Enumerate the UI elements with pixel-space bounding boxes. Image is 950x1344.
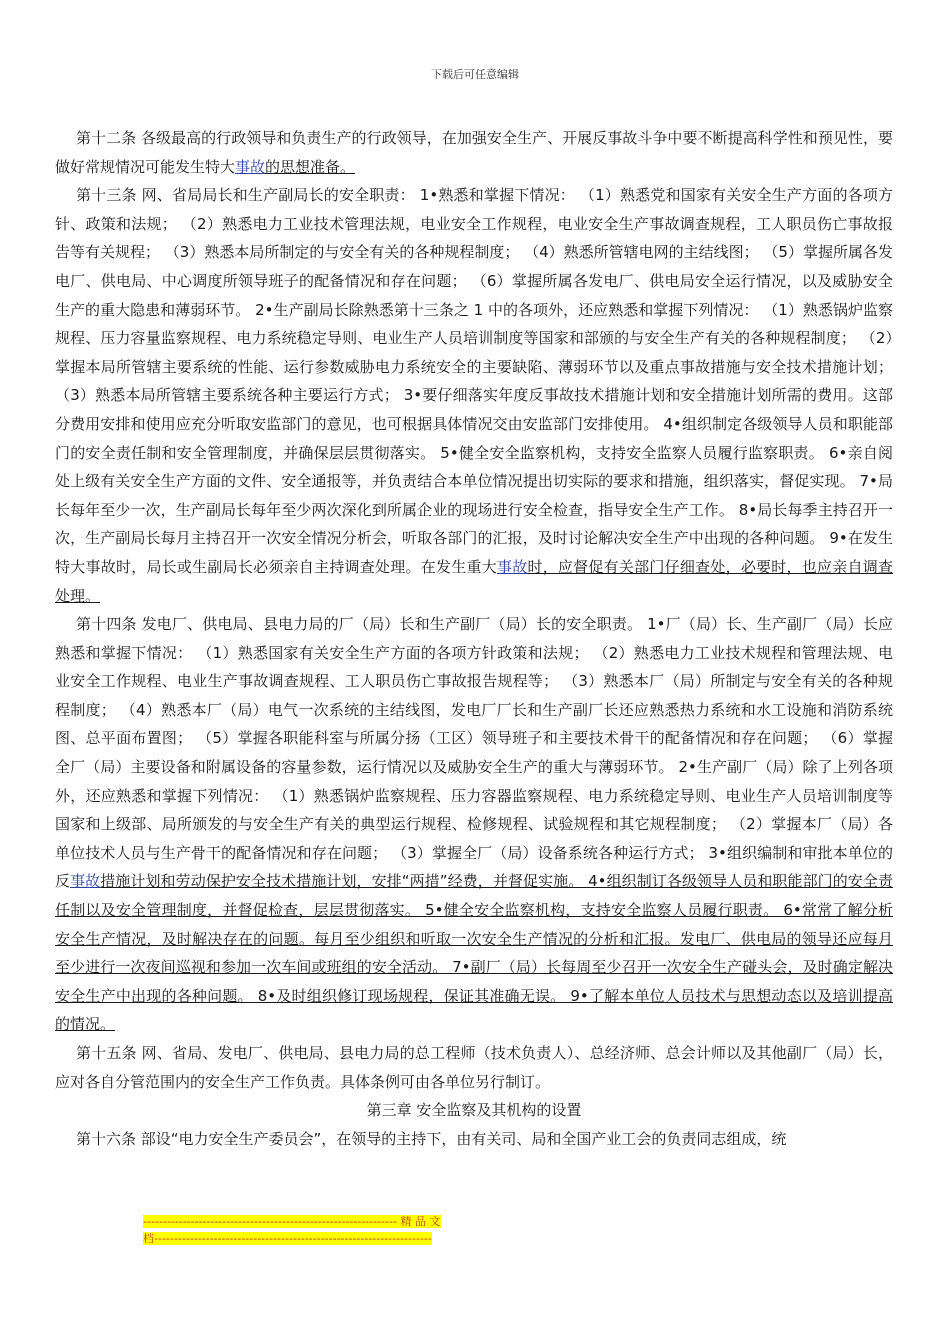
footer-line-1: ---------------------------------------------------------------- 精 品 文	[143, 1215, 441, 1228]
article-13	[55, 181, 893, 610]
document-body	[55, 124, 893, 1153]
article-12-text-a: 第十二条 各级最高的行政领导和负责生产的行政领导，在加强安全生产、开展反事故斗争中要不断提高科学性和预见性，要做好常规情况可能发生特大	[55, 129, 893, 176]
article-13-text-b: 时，应督促有关部门仔细查处，必要时，也应亲自调查处理。	[55, 557, 893, 605]
article-14	[55, 610, 893, 1039]
page-header: 下载后可任意编辑	[431, 68, 519, 81]
article-12	[55, 124, 893, 181]
article-14-text-a: 第十四条 发电厂、供电局、县电力局的厂（局）长和生产副厂（局）长的安全职责。 1•厂（局）长、生产副厂（局）长应熟悉和掌握下情况： （1）熟悉国家有关安全生产方面的各项方针政策和法规； （2）熟悉电力工业技术规程和管理法规、电业安全工作规程、电业生产事故调查规程、工人职员伤亡事故报告规程等； （3）熟悉本厂（局）所制定与安全有关的各种规程制度； （4）熟悉本厂（局）电气一次系统的主结线图，发电厂厂长和生产副厂长还应熟悉热力系统和水工设施和消防系统图、总平面布置图； （5）掌握各职能科室与所属分扬（工区）领导班子和主要技术骨干的配备情况和存在问题； （6）掌握全厂（局）主要设备和附属设备的容量参数，运行情况以及威胁安全生产的重大与薄弱环节。 2•生产副厂（局）除了上列各项外，还应熟悉和掌握下列情况： （1）熟悉锅炉监察规程、压力容器监察规程、电力系统稳定导则、电业生产人员培训制度等国家和上级部、局所颁发的与安全生产有关的典型运行规程、检修规程、试验规程和其它规程制度； （2）掌握本厂（局）各单位技术人员与生产骨干的配备情况和存在问题； （3）掌握全厂（局）设备系统各种运行方式； 3•组织编制和审批本单位的反	[55, 615, 893, 891]
article-14-text-b: 措施计划和劳动保护安全技术措施计划，安排“两措”经费，并督促实施。 4•组织制订各级领导人员和职能部门的安全责任制以及安全管理制度，并督促检查，层层贯彻落实。 5•健全安全监察机构，支持安全监察人员履行职责。 6•常常了解分析安全生产情况，及时解决存在的问题。每月至少组织和听取一次安全生产情况的分析和汇报。发电厂、供电局的领导还应每月至少进行一次夜间巡视和参加一次车间或班组的安全活动。 7•副厂（局）长每周至少召开一次安全生产碰头会，及时确定解决安全生产中出现的各种问题。 8•及时组织修订现场规程，保证其准确无误。 9•了解本单位人员技术与思想动态以及培训提高的情况。	[55, 872, 893, 1034]
footer-line-2: 档----------------------------------------------------------------------	[143, 1232, 432, 1245]
article-12-link[interactable]: 事故	[235, 157, 266, 176]
article-13-link[interactable]: 事故	[496, 557, 528, 576]
article-16: 第十六条 部设“电力安全生产委员会”，在领导的主持下，由有关司、局和全国产业工会的负责同志组成，统	[76, 1129, 787, 1148]
article-14-link[interactable]: 事故	[70, 872, 101, 891]
article-15: 第十五条 网、省局、发电厂、供电局、县电力局的总工程师（技术负责人）、总经济师、总会计师以及其他副厂（局）长，应对各自分管范围内的安全生产工作负责。具体条例可由各单位另行制订。	[55, 1044, 893, 1091]
chapter-3-heading: 第三章 安全监察及其机构的设置	[366, 1101, 582, 1120]
article-12-text-b: 的思想准备。	[265, 157, 356, 176]
article-13-text-a: 第十三条 网、省局局长和生产副局长的安全职责： 1•熟悉和掌握下情况： （1）熟悉党和国家有关安全生产方面的各项方针、政策和法规； （2）熟悉电力工业技术管理法规，电业安全工作规程，电业安全生产事故调查规程，工人职员伤亡事故报告等有关规程； （3）熟悉本局所制定的与安全有关的各种规程制度； （4）熟悉所管辖电网的主结线图； （5）掌握所属各发电厂、供电局、中心调度所领导班子的配备情况和存在问题； （6）掌握所属各发电厂、供电局安全运行情况，以及威胁安全生产的重大隐患和薄弱环节。 2•生产副局长除熟悉第十三条之 1 中的各项外，还应熟悉和掌握下列情况： （1）熟悉锅炉监察规程、压力容量监察规程、电力系统稳定导则、电业生产人员培训制度等国家和部颁的与安全生产有关的各种规程制度； （2）掌握本局所管辖主要系统的性能、运行参数威胁电力系统安全的主要缺陷、薄弱环节以及重点事故措施与安全技术措施计划； （3）熟悉本局所管辖主要系统各种主要运行方式； 3•要仔细落实年度反事故技术措施计划和安全措施计划所需的费用。这部分费用安排和使用应充分听取安监部门的意见，也可根据具体情况交由安监部门安排使用。 4•组织制定各级领导人员和职能部门的安全责任制和安全管理制度，并确保层层贯彻落实。 5•健全安全监察机构，支持安全监察人员履行监察职责。 6•亲自阅处上级有关安全生产方面的文件、安全通报等，并负责结合本单位情况提出切实际的要求和措施，组织落实，督促实现。 7•局长每年至少一次，生产副局长每年至少两次深化到所属企业的现场进行安全检查，指导安全生产工作。 8•局长每季主持召开一次，生产副局长每月主持召开一次安全情况分析会，听取各部门的汇报，及时讨论解决安全生产中出现的各种问题。 9•在发生特大事故时，局长或生副局长必须亲自主持调查处理。在发生重大	[55, 186, 893, 576]
footer-watermark	[143, 1213, 803, 1247]
